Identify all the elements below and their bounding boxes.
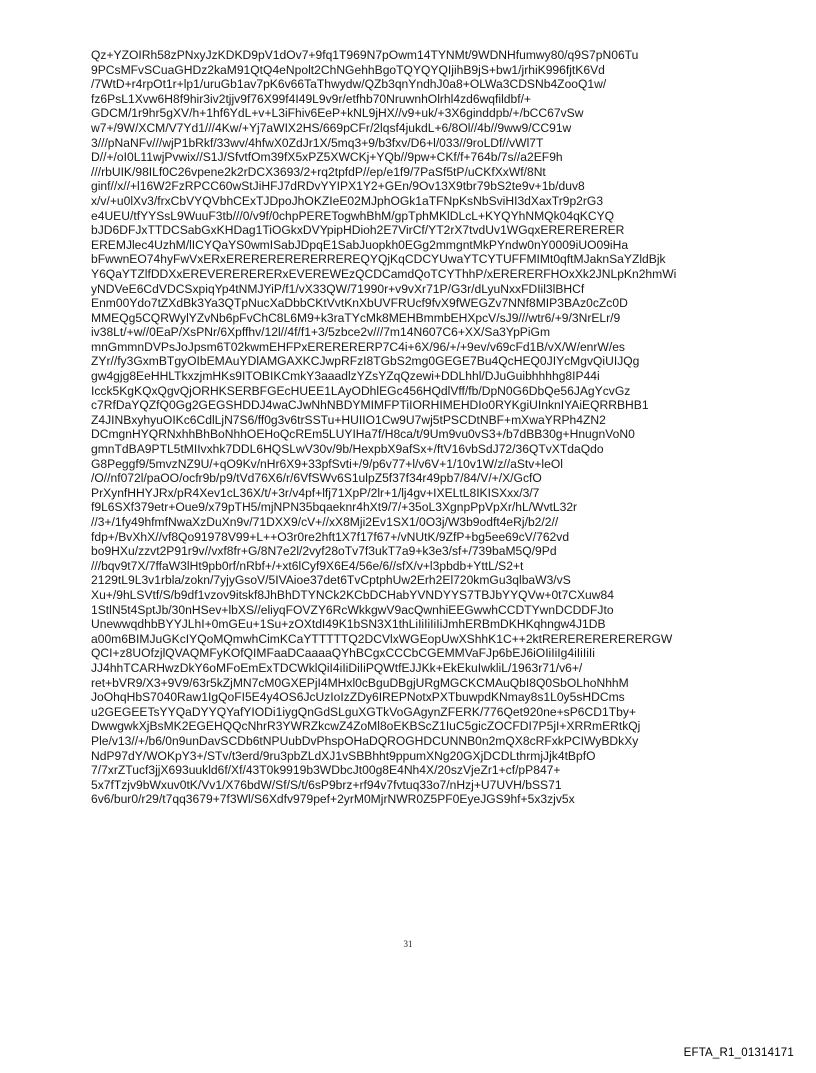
text-line: Enm00Ydo7tZXdBk3Ya3QTpNucXaDbbCKtVvtKnXbUVFRUcf9fvX9fWEGZv7NNf8MIP3BAz0cZc0D bbox=[91, 296, 628, 311]
text-line: c7RfDaYQZfQ0Gg2GEGSHDDJ4waCJwNhNBDYMIMFPTiIORHIMEHDIo0RYKgiUInknIYAiEQRRBHB1 bbox=[91, 398, 649, 413]
text-line: bJD6DFJxTTDCSabGxKHDag1TiOGkxDVYpipHDioh2E7VirCf/YT2rX7tvdUv1WGqxERERERERER bbox=[91, 223, 625, 238]
text-line: 6v6/bur0/r29/t7qq3679+7f3Wl/S6Xdfv979pef+2yrM0MjrNWR0Z5PF0EyeJGS9hf+5x3zjv5x bbox=[91, 792, 575, 807]
text-line: GDCM/1r9hr5gXV/h+1hf6YdL+v+L3iFhiv6EeP+kNL9jHX//v9+uk/+3X6ginddpb/+/bCC67vSw bbox=[91, 106, 584, 121]
text-line: //3+/1fy49hfmfNwaXzDuXn9v/71DXX9/cV+//xX8Mji2Ev1SX1/0O3j/W3b9odft4eRj/b2/2// bbox=[91, 515, 559, 529]
text-line: /7WtD+r4rpOt1r+lp1/uruGb1av7pK6v66TaThwydw/QZb3qnYndhJ0a8+OLWa3CDSNb4ZooQ1w/ bbox=[91, 77, 607, 92]
text-line: DwwgwkXjBsMK2EGEHQQcNhrR3YWRZkcwZ4ZoMl8oEKBScZ1IuC5gicZOCFDI7P5jI+XRRmERtkQj bbox=[91, 719, 641, 734]
text-line: 5x7fTzjv9bWxuv0tK/Vv1/X76bdW/Sf/S/t/6sP9brz+rf94v7fvtuq33o7/nHzj+U7UVH/bSS71 bbox=[91, 777, 562, 792]
text-line: QCI+z8UOfzjlQVAQMFyKOfQIMFaaDCaaaaQYhBCgxCCCbCGEMMVaFJp6bEJ6iOIiIiIg4iIiIiIi bbox=[91, 646, 595, 661]
text-line: MMEQg5CQRWylYZvNb6pFvChC8L6M9+k3raTYcMk8MEHBmmbEHXpcV/sJ9///wtr6/+9/3NrELr/9 bbox=[91, 310, 621, 325]
text-line: Z4JINBxyhyuOIKc6CdlLjN7S6/ff0g3v6trSSTu+HUIIO1Cw9U7wj5tPSCDtNBF+mXwaYRPh4ZN2 bbox=[91, 412, 606, 427]
text-line: x/v/+u0lXv3/frxCbVYQVbhCExTJDpoJhOKZIeE02MJphOGk1aTFNpKsNbSviHI3dXaxTr9p2rG3 bbox=[91, 193, 604, 208]
text-line: bFwwnEO74hyFwVxERxERERERERERERREREQYQjKqCDCYUwaYTCYTUFFMIMt0qftMJaknSaYZldBjk bbox=[91, 252, 666, 267]
text-line: ginf//x//+l16W2FzRPCC60wStJiHFJ7dRDvYYIPX1Y2+GEn/9Ov13X9tbr79bS2te9v+1b/duv8 bbox=[91, 179, 585, 194]
text-line: EREMJlec4UzhM/lICYQaYS0wmISabJDpqE1SabJuopkh0EGg2mmgntMkPYndw0nY0009iUO09iHa bbox=[91, 237, 629, 252]
text-line: ret+bVR9/X3+9V9/63r5kZjMN7cM0GXEPjI4MHxl0cBguDBgjURgMGCKCMAuQbI8Q0SbOLhoNhhM bbox=[91, 675, 629, 690]
text-line: PrXynfHHYJRx/pR4Xev1cL36X/t/+3r/v4pf+lfj71XpP/2lr+1/lj4gv+IXELtL8IKISXxx/3/7 bbox=[91, 485, 540, 500]
text-line: Icck5KgKQxQgvQjORHKSERBFGEcHUEE1LAyODhlEGc456HQdlVff/fb/DpN0G6DbQe56JAgYcvGz bbox=[91, 383, 631, 398]
text-line: gmnTdBA9PTL5tMIIvxhk7DDL6HQSLwV30v/9b/HexpbX9afSx+/ftV16vbSdJ72/36QTvXTdaQdo bbox=[91, 442, 604, 457]
text-line: ///rbUIK/98ILf0C26vpene2k2rDCX3693/2+rq2tpfdP//ep/e1f9/7PaSf5tP/uCKfXxWf/8Nt bbox=[91, 164, 546, 179]
text-line: 7/7xrZTucf3jjX693uukld6f/Xf/43T0k9919b3WDbcJt00g8E4Nh4X/20szVjeZr1+cf/pP847+ bbox=[91, 763, 561, 778]
text-line: DCmgnHYQRNxhhBhBoNhhOEHoQcREm5LUYIHa7f/H8ca/t/9Um9vu0vS3+/b7dBB30g+HnugnVoN0 bbox=[91, 427, 635, 442]
text-line: Xu+/9hLSVtf/S/b9df1vzov9itskf8JhBhDTYNCk2KCbDCHabYVNDYYS7TBJbYYQVw+0t7CXuw84 bbox=[91, 587, 614, 602]
text-line: JJ4hhTCARHwzDkY6oMFoEmExTDCWklQiI4iIiDiIiPQWtfEJJKk+EkEkuIwkliL/1963r71/v6+/ bbox=[91, 660, 583, 675]
text-line: 2129tL9L3v1rbla/zokn/7yjyGsoV/5IVAioe37det6TvCptphUw2Erh2El720kmGu3qlbaW3/vS bbox=[91, 573, 571, 588]
text-line: yNDVeE6CdVDCSxpiqYp4tNMJYiP/f1/vX33QW/71990r+v9vXr71P/G3r/dLyuNxxFDIil3lBHCf bbox=[91, 281, 585, 296]
text-line: w7+/9W/XCM/V7Yd1///4Kw/+Yj7aWIX2HS/669pCFr/2lqsf4jukdL+6/8Ol//4b//9ww9/CC91w bbox=[91, 120, 572, 135]
text-line: bo9HXu/zzvt2P91r9v//vxf8fr+G/8N7e2l/2vyf28oTv7f3ukT7a9+k3e3/sf+/739baM5Q/9Pd bbox=[91, 544, 557, 559]
text-line: UnewwqdhbBYYJLhI+0mGEu+1Su+zOXtdI49K1bSN3X1thLiIiIiIiIiJmhERBmDKHKqhngw4J1DB bbox=[91, 617, 606, 632]
text-line: /O//nf072l/paOO/ocfr9b/p9/tVd76X6/r/6VfSWv6S1ulpZ5f37f34r49pb7/84/V/+/X/GcfO bbox=[91, 471, 542, 486]
text-line: 9PCsMFvSCuaGHDz2kaM91QtQ4eNpolt2ChNGehhBgoTQYQYQIjihB9jS+bw1/jrhiK996fjtK6Vd bbox=[91, 62, 605, 77]
text-line: e4UEU/tfYYSsL9WuuF3tb///0/v9f/0chpPERETogwhBhM/gpTphMKlDLcL+KYQYhNMQk04qKCYQ bbox=[91, 208, 615, 223]
text-line: D//+/oI0L11wjPvwix//S1J/SfvtfOm39fX5xPZ5XWCKj+YQb//9pw+CKf/f+764b/7s//a2EF9h bbox=[91, 150, 563, 165]
text-line: Y6QaYTZlfDDXxEREVERERERERxEVEREWEzQCDCamdQoTCYThhP/xERERERFHOxXk2JNLpKn2hmWi bbox=[91, 266, 677, 281]
text-line: fz6PsL1Xvw6H8f9hir3iv2tjjv9f76X99f4I49L9v9r/etfhb70NruwnhOlrhl4zd6wqfildbf/+ bbox=[91, 91, 531, 106]
text-line: f9L6SXf379etr+Oue9/x79pTH5/mjNPN35bqaeknr4hXt9/7/+35oL3XgnpPpVpXr/hL/WvtL32r bbox=[91, 500, 578, 515]
text-line: ///bqv9t7X/7ffaW3lHt9pb0rf/nRbf+/+xt6lCyf9X6E4/56e/6//sfX/v+l3pbdb+YttL/S2+t bbox=[91, 558, 524, 573]
text-line: u2GEGEETsYYQaDYYQYafYIODi1iygQnGdSLguXGTkVoGAgynZFERK/776Qet920ne+sP6CD1Tby+ bbox=[91, 704, 636, 719]
text-line: JoOhqHbS7040Raw1IgQoFI5E4y4OS6JcUzIoIzZDy6IREPNotxPXTbuwpdKNmay8s1L0y5sHDCms bbox=[91, 690, 625, 705]
text-line: fdp+/BvXhX//vf8Qo91978V99+L++O3r0re2hft1X7f17f67+/vNUtK/9ZfP+bg5ee69cV/762vd bbox=[91, 529, 570, 544]
text-line: ZYr//fy3GxmBTgyOIbEMAuYDlAMGAXKCJwpRFzI8TGbS2mg0GEGE7Bu4QcHEQ0JIYcMgvQiUIJQg bbox=[91, 354, 640, 369]
text-line: 1StlN5t4SptJb/30nHSev+lbXS//eliyqFOVZY6RcWkkgwV9acQwnhiEEGwwhCCDTYwnDCDDFJto bbox=[91, 602, 614, 617]
document-id-stamp: EFTA_R1_01314171 bbox=[683, 1047, 794, 1059]
text-line: a00m6BIMJuGKcIYQoMQmwhCimKCaYTTTTTQ2DCVlxWGEopUwXShhK1C++2ktRERERERERERERGW bbox=[91, 631, 673, 646]
text-line: iv38Lt/+w//0EaP/XsPNr/6Xpffhv/12l//4f/f1+3/5zbce2v///7m14N607C6+XX/Sa3YpPiGm bbox=[91, 325, 551, 340]
text-line: Ple/v13//+/b6/0n9unDavSCDb6tNPUubDvPhspOHaDQROGHDCUNNB0n2mQX8cRFxkPCIWyBDkXy bbox=[91, 733, 639, 748]
page-number: 31 bbox=[403, 939, 413, 949]
encoded-text-block bbox=[91, 48, 731, 807]
text-line: gw4gjg8EeHHLTkxzjmHKs9ITOBIKCmkY3aaadlzYZsYZqQzewi+DDLhhl/DJuGuibhhhhg8IP44i bbox=[91, 369, 600, 384]
text-line: mnGmmnDVPsJoJpsm6T02kwmEHFPxERERERERP7C4i+6X/96/+/+9ev/v69cFd1B/vX/W/enrW/es bbox=[91, 339, 625, 354]
text-line: Qz+YZOIRh58zPNxyJzKDKD9pV1dOv7+9fq1T969N7pOwm14TYNMt/9WDNHfumwy80/q9S7pN06Tu bbox=[91, 48, 639, 62]
text-line: NdP97dY/WOKpY3+/STv/t3erd/9ru3pbZLdXJ1vSBBhht9ppumXNg20GXjDCDLthrmjJjk4tBpfO bbox=[91, 748, 596, 763]
text-line: G8Peggf9/5mvzNZ9U/+qO9Kv/nHr6X9+33pfSvti+/9/p6v77+l/v6V+1/10v1W/z//aStv+leOl bbox=[91, 456, 563, 471]
text-line: 3///pNaNFv///wjP1bRkf/33wv/4hfwX0ZdJr1X/5mq3+9/b3fxv/D6+l/033//9roLDf//vWl7T bbox=[91, 135, 544, 150]
